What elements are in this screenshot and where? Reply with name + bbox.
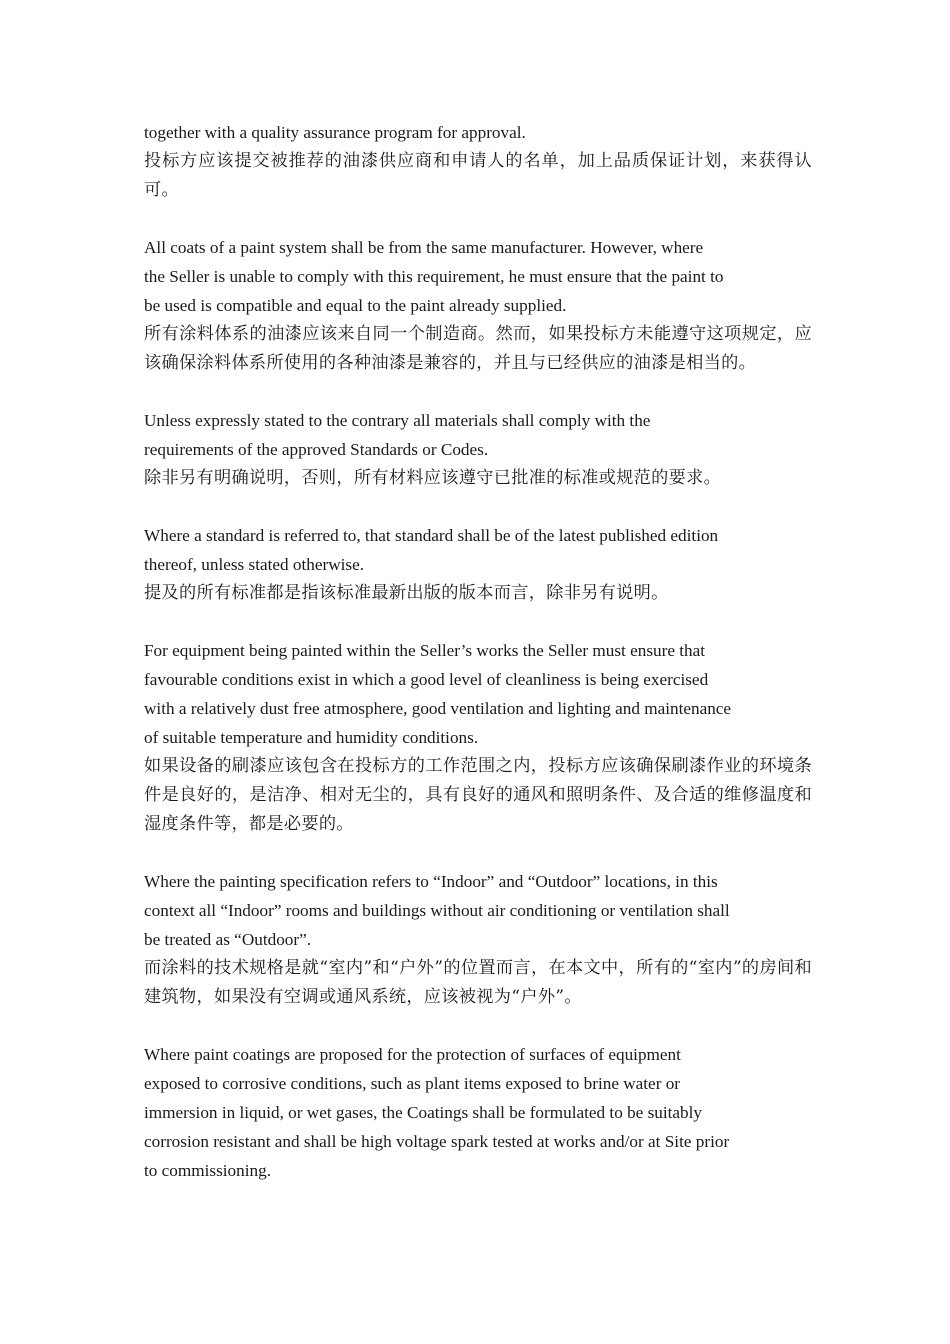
english-text: For equipment being painted within the Seller’s works the Seller must ensure that favourable conditions exist in which a good level of cleanliness is being exercised with a relatively dust free atmosphere, good ventilation and lighting and maintenance of suitable temperature and humidity conditions. [144,641,732,747]
paragraph-approval [144,118,812,205]
chinese-text: 所有涂料体系的油漆应该来自同一个制造商。然而，如果投标方未能遵守这项规定，应该确保涂料体系所使用的各种油漆是兼容的，并且与已经供应的油漆是相当的。 [144,324,812,373]
chinese-text: 除非另有明确说明，否则，所有材料应该遵守已批准的标准或规范的要求。 [144,468,722,488]
english-text: Unless expressly stated to the contrary all materials shall comply with the requirements of the approved Standards or Codes. [144,411,651,459]
english-text: Where a standard is referred to, that standard shall be of the latest published edition thereof, unless stated otherwise. [144,526,719,574]
english-text: together with a quality assurance program for approval. [144,123,526,142]
paragraph-same-manufacturer [144,233,812,378]
english-text: All coats of a paint system shall be from the same manufacturer. However, where the Seller is unable to comply with this requirement, he must ensure that the paint to be used is compatible and equal to the paint already supplied. [144,238,724,315]
english-text: Where the painting specification refers to “Indoor” and “Outdoor” locations, in this context all “Indoor” rooms and buildings without air conditioning or ventilation shall be treated as “Outdoor”. [144,872,730,949]
paragraph-standards-compliance [144,406,812,493]
english-text: Where paint coatings are proposed for the protection of surfaces of equipment exposed to corrosive conditions, such as plant items exposed to brine water or immersion in liquid, or wet gases, the Coatings shall be formulated to be suitably corrosion resistant and shall be high voltage spark tested at works and/or at Site prior to commissioning. [144,1045,730,1180]
chinese-text: 提及的所有标准都是指该标准最新出版的版本而言，除非另有说明。 [144,583,669,603]
chinese-text: 投标方应该提交被推荐的油漆供应商和申请人的名单，加上品质保证计划，来获得认可。 [144,151,812,200]
paragraph-corrosion-protection [144,1040,812,1185]
paragraph-latest-edition [144,521,812,608]
chinese-text: 而涂料的技术规格是就“室内”和“户外”的位置而言，在本文中，所有的“室内”的房间和建筑物，如果没有空调或通风系统，应该被视为“户外”。 [144,958,812,1007]
document-body [144,118,812,1213]
paragraph-indoor-outdoor [144,867,812,1012]
chinese-text: 如果设备的刷漆应该包含在投标方的工作范围之内，投标方应该确保刷漆作业的环境条件是良好的，是洁净、相对无尘的，具有良好的通风和照明条件、及合适的维修温度和湿度条件等，都是必要的。 [144,756,812,834]
paragraph-painting-conditions [144,636,812,839]
